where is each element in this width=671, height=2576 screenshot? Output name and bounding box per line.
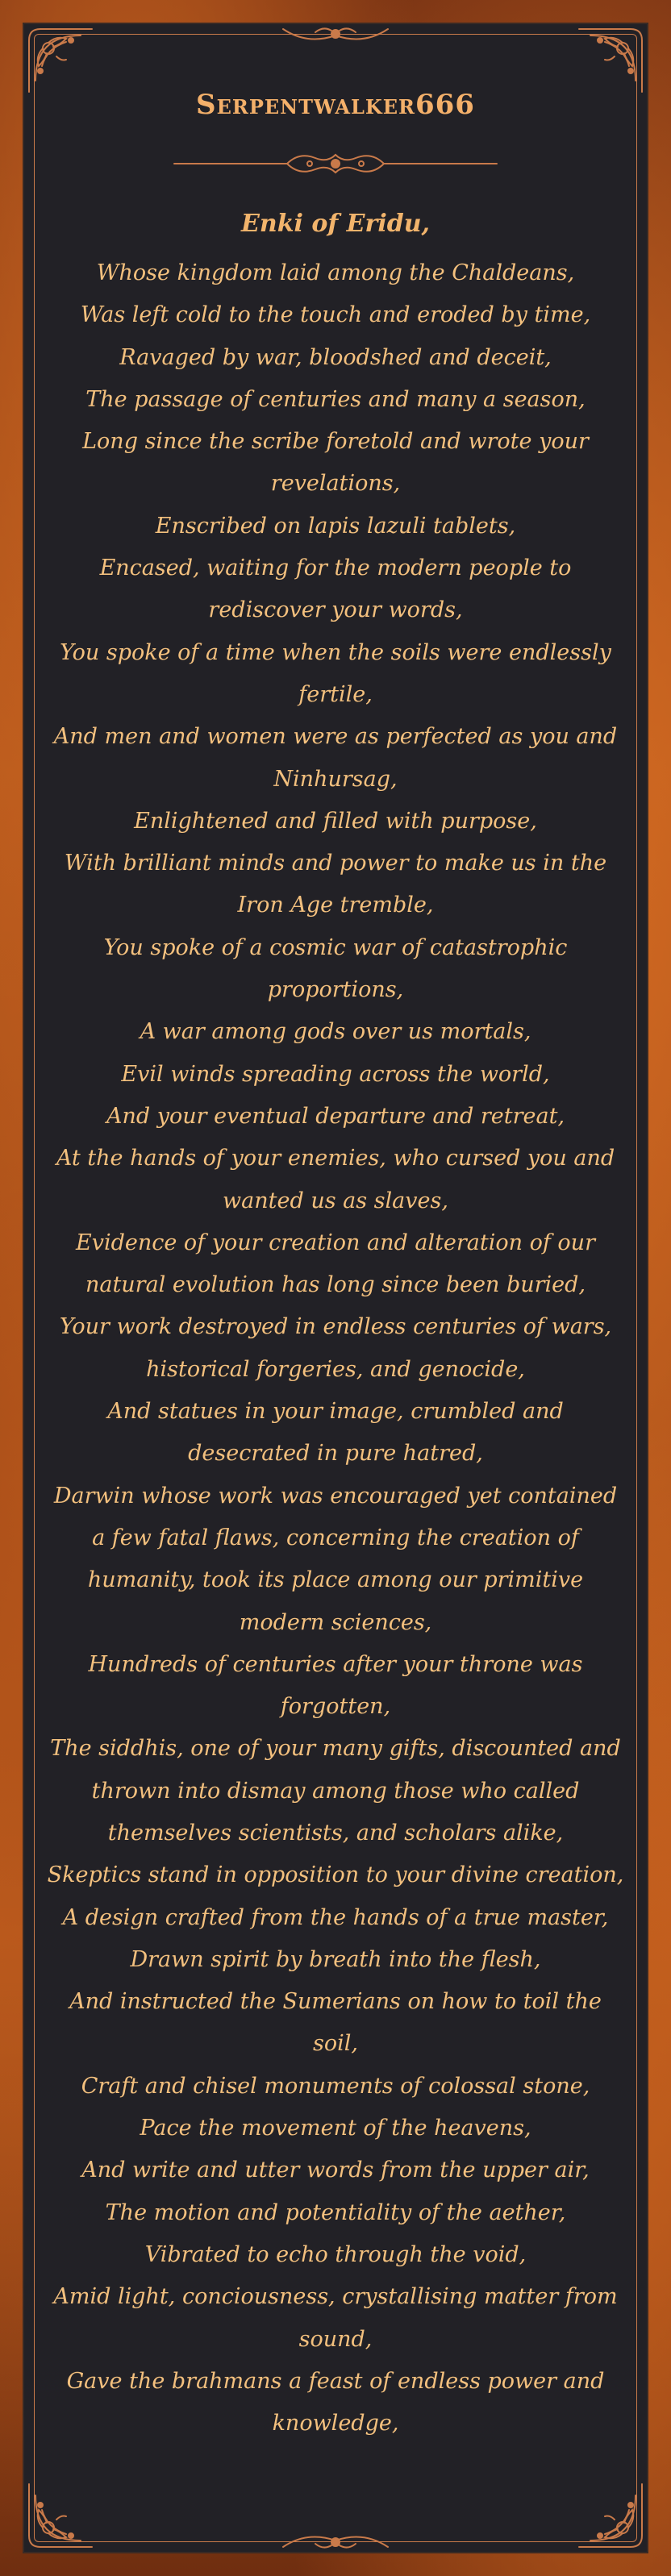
poem-line: Whose kingdom laid among the Chaldeans,	[96, 260, 575, 285]
poem-line: At the hands of your enemies, who cursed you and wanted us as slaves,	[56, 1146, 615, 1213]
poem-line: Amid light, conciousness, crystallising matter from sound,	[53, 2284, 618, 2352]
poem-line: Ravaged by war, bloodshed and deceit,	[119, 344, 552, 370]
poem-line: Enlightened and filled with purpose,	[134, 808, 537, 834]
poem-line: And your eventual departure and retreat,	[106, 1103, 565, 1129]
poem-line: Pace the movement of the heavens,	[140, 2116, 531, 2141]
top-flourish-icon	[275, 24, 396, 48]
poem-line: You spoke of a cosmic war of catastrophic proportions,	[103, 934, 568, 1003]
poem-line: The motion and potentiality of the aether,	[105, 2199, 566, 2225]
poem-body	[47, 204, 624, 2445]
flourish-corner-icon	[574, 24, 647, 97]
poem-line: Drawn spirit by breath into the flesh,	[130, 1946, 541, 1972]
poem-line: Long since the scribe foretold and wrote your revelations,	[82, 429, 589, 497]
poem-line: The passage of centuries and many a season,	[85, 386, 586, 412]
poem-line: Evidence of your creation and alteration of our natural evolution has long since been buried,	[76, 1230, 595, 1298]
poem-line: Craft and chisel monuments of colossal stone,	[81, 2073, 590, 2099]
poem-line: A design crafted from the hands of a true master,	[62, 1904, 609, 1930]
author-name: Serpentwalker666	[196, 89, 475, 121]
divider-ornament-icon	[166, 144, 505, 184]
poem-line: Skeptics stand in opposition to your divine creation,	[47, 1862, 624, 1888]
poem-line: And instructed the Sumerians on how to toil the soil,	[69, 1989, 602, 2057]
poem-line: And write and utter words from the upper air,	[81, 2158, 590, 2183]
poem-line: Was left cold to the touch and eroded by time,	[80, 302, 591, 328]
flourish-corner-icon	[574, 2479, 647, 2552]
poem-lines	[47, 252, 624, 2445]
poem-line: Your work destroyed in endless centuries of wars, historical forgeries, and genocide,	[59, 1314, 612, 1382]
poem-line: Evil winds spreading across the world,	[121, 1061, 550, 1087]
bottom-flourish-icon	[275, 2528, 396, 2552]
poem-line: And statues in your image, crumbled and desecrated in pure hatred,	[107, 1399, 564, 1467]
poem-line: Encased, waiting for the modern people to rediscover your words,	[99, 556, 572, 623]
poem-line: With brilliant minds and power to make us in the Iron Age tremble,	[64, 851, 607, 918]
poem-line: A war among gods over us mortals,	[140, 1019, 531, 1045]
poem-line: Hundreds of centuries after your throne was forgotten,	[88, 1651, 583, 1720]
poem-title: Enki of Eridu,	[241, 210, 430, 238]
flourish-corner-icon	[24, 2479, 97, 2552]
poem-line: The siddhis, one of your many gifts, discounted and thrown into dismay among those who called themselves scientists, and scholars alike,	[50, 1736, 621, 1846]
poem-line: Gave the brahmans a feast of endless power and knowledge,	[66, 2368, 605, 2437]
poem-panel	[23, 23, 648, 2553]
poem-line: Darwin whose work was encouraged yet contained a few fatal flaws, concerning the creation of humanity, took its place among our primitive modern sciences,	[53, 1483, 618, 1635]
poem-line: And men and women were as perfected as you and Ninhursag,	[53, 724, 618, 792]
poem-line: You spoke of a time when the soils were endlessly fertile,	[60, 639, 611, 707]
poem-line: Enscribed on lapis lazuli tablets,	[155, 513, 516, 539]
flourish-corner-icon	[24, 24, 97, 97]
poem-line: Vibrated to echo through the void,	[144, 2241, 527, 2267]
